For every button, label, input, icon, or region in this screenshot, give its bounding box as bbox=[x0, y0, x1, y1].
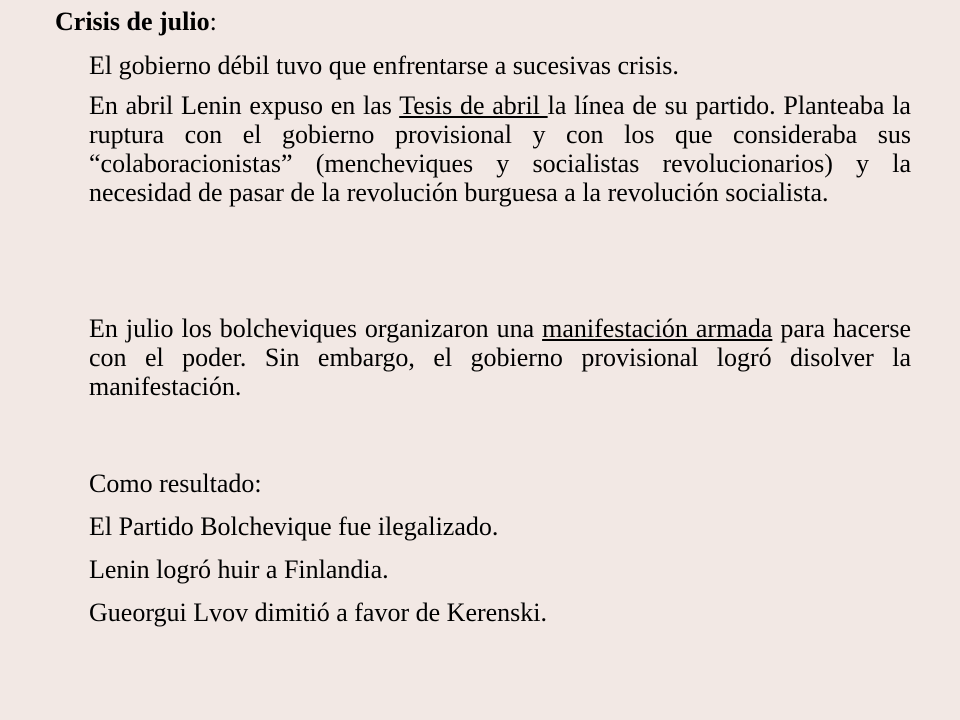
result-item: Lenin logró huir a Finlandia. bbox=[89, 555, 389, 584]
title-colon: : bbox=[209, 7, 217, 36]
title-bold-text: Crisis de julio bbox=[55, 7, 210, 36]
result-heading: Como resultado: bbox=[89, 469, 262, 498]
result-item: El Partido Bolchevique fue ilegalizado. bbox=[89, 512, 499, 541]
intro-line: El gobierno débil tuvo que enfrentarse a sucesivas crisis. bbox=[89, 51, 679, 80]
paragraph-tesis-de-abril bbox=[89, 91, 911, 207]
paragraph-julio bbox=[89, 314, 911, 401]
result-item: Gueorgui Lvov dimitió a favor de Kerenski. bbox=[89, 598, 548, 627]
paragraph-1-text-end: la línea de su partido. Planteaba la ruptura con el gobierno provisional y con los que consideraba sus “colaboracionistas” (mencheviques y socialistas revolucionarios) y la necesidad de pasar de la revolución burguesa a la revolución socialista. bbox=[89, 91, 911, 207]
paragraph-2-text-start: En julio los bolcheviques organizaron una bbox=[89, 314, 543, 343]
manifestacion-armada-underlined: manifestación armada bbox=[542, 314, 773, 343]
paragraph-2-text-end: para hacerse con el poder. Sin embargo, el gobierno provisional logró disolver la manifestación. bbox=[89, 314, 911, 401]
tesis-de-abril-underlined: Tesis de abril bbox=[399, 91, 548, 120]
paragraph-1-text-start: En abril Lenin expuso en las bbox=[89, 91, 400, 120]
slide-title bbox=[55, 4, 217, 40]
